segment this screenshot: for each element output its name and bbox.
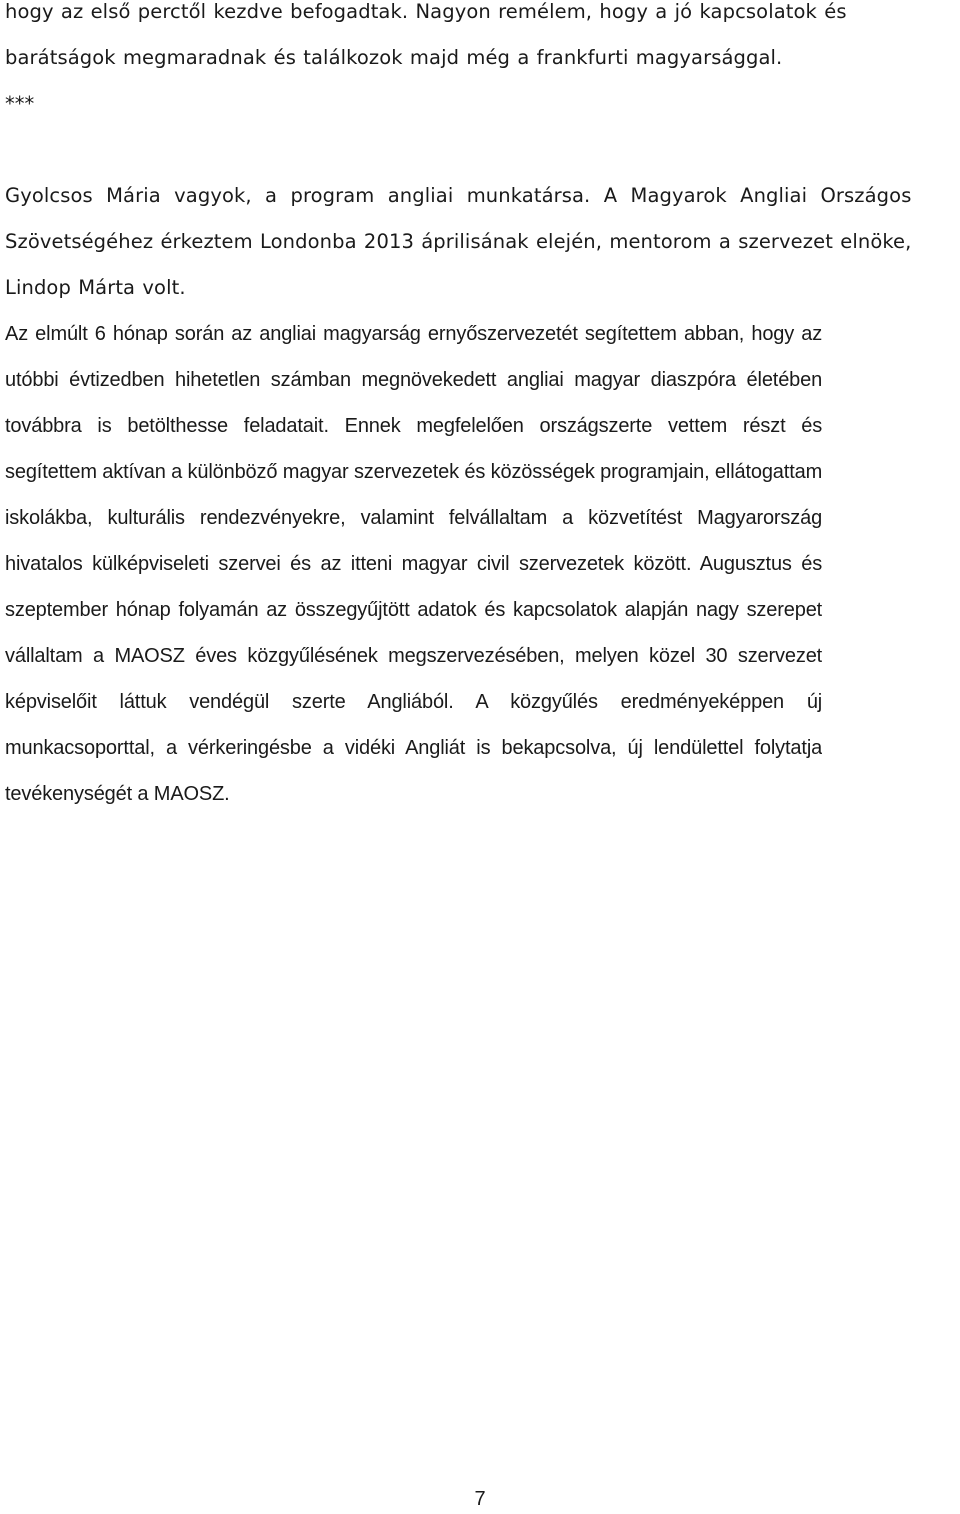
page-number: 7 <box>474 1488 486 1510</box>
text-line: továbbra is betölthesse feladatait. Ennek megfelelően országszerte vettem részt és <box>5 415 823 437</box>
paragraph-activities <box>5 311 822 817</box>
text-line: Gyolcsos Mária vagyok, a program angliai munkatársa. A Magyarok Angliai Országos <box>5 184 912 207</box>
text-line: munkacsoporttal, a vérkeringésbe a vidéki Angliát is bekapcsolva, új lendülettel folytatja <box>5 737 823 759</box>
text-line: Az elmúlt 6 hónap során az angliai magyarság ernyőszervezetét segítettem abban, hogy az <box>5 323 823 345</box>
section-separator: *** <box>5 92 35 115</box>
text-line: hogy az első perctől kezdve befogadtak. Nagyon remélem, hogy a jó kapcsolatok és <box>5 0 847 23</box>
text-line: Szövetségéhez érkeztem Londonba 2013 áprilisának elején, mentorom a szervezet elnöke, <box>5 230 912 253</box>
text-line: hivatalos külképviseleti szervei és az itteni magyar civil szervezetek között. Augusztus és <box>5 553 823 575</box>
text-line: Lindop Márta volt. <box>5 276 186 299</box>
text-line: barátságok megmaradnak és találkozok majd még a frankfurti magyarsággal. <box>5 46 783 69</box>
text-line: utóbbi évtizedben hihetetlen számban megnövekedett angliai magyar diaszpóra életében <box>5 369 823 391</box>
text-line: vállaltam a MAOSZ éves közgyűlésének megszervezésében, melyen közel 30 szervezet <box>5 645 823 667</box>
text-line: tevékenységét a MAOSZ. <box>5 783 230 805</box>
text-line: szeptember hónap folyamán az összegyűjtött adatok és kapcsolatok alapján nagy szerepet <box>5 599 823 621</box>
paragraph-introduction <box>5 173 911 311</box>
text-line: iskolákba, kulturális rendezvényekre, valamint felvállaltam a közvetítést Magyarország <box>5 507 823 529</box>
paragraph-frankfurt <box>5 0 847 81</box>
text-line: képviselőit láttuk vendégül szerte Angliából. A közgyűlés eredményeképpen új <box>5 691 823 713</box>
text-line: segítettem aktívan a különböző magyar szervezetek és közösségek programjain, ellátogattam <box>5 461 823 483</box>
